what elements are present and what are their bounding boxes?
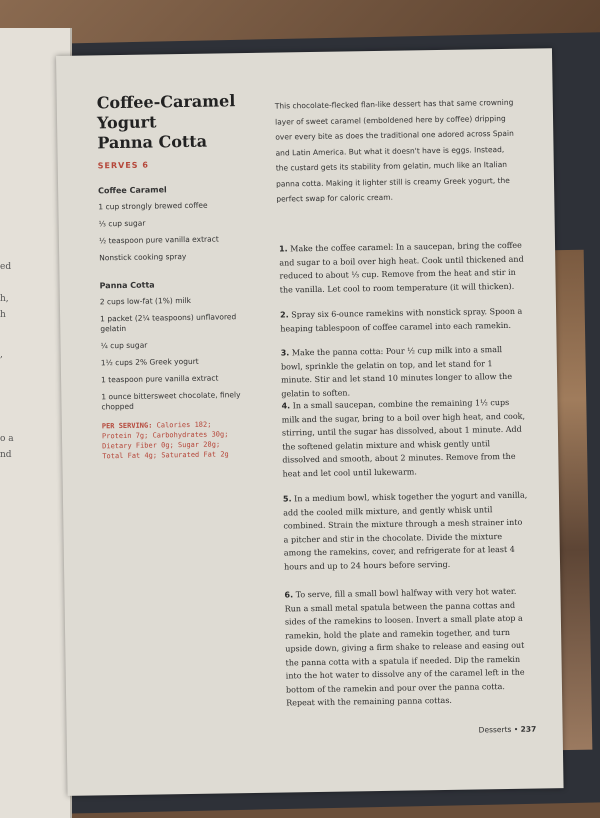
nutrition-calories: Calories 182;: [156, 420, 212, 430]
ingredient-item: 2 cups low-fat (1%) milk: [99, 295, 192, 307]
nutrition-line: Total Fat 4g; Saturated Fat 2g: [102, 450, 229, 461]
page-footer: [479, 725, 537, 735]
step-number: 2.: [280, 310, 289, 320]
step-text: In a small saucepan, combine the remaining 1½ cups milk and the sugar, bring to a boil over high heat, and cook, stirring, until the sugar has dissolved, about 1 minute. Add the softened gelatin mixture and whisk gently until dissolved and smooth, about 2 minutes. Remove from the heat and let cool until lukewarm.: [281, 397, 526, 478]
step-text: Make the coffee caramel: In a saucepan, bring the coffee and sugar to a boil over high heat. Cook until thickened and reduced to about ⅓ cup. Remove from the heat and stir in the vanilla. Let cool to room temperature (it will thicken).: [279, 240, 524, 295]
ingredient-item: ½ teaspoon pure vanilla extract: [98, 234, 219, 246]
recipe-title: [97, 91, 268, 154]
step-4: [281, 396, 527, 481]
step-3: [281, 343, 527, 401]
step-number: 6.: [284, 590, 294, 600]
left-page-fragment: ,: [0, 350, 3, 360]
step-text: Spray six 6-ounce ramekins with nonstick spray. Spoon a heaping tablespoon of coffee caramel into each ramekin.: [280, 306, 523, 334]
page-number: 237: [520, 724, 537, 734]
step-text: Make the panna cotta: Pour ½ cup milk into a small bowl, sprinkle the gelatin on top, and let stand for 1 minute. Stir and let stand 10 minutes longer to allow the gelatin to soften.: [280, 345, 513, 399]
ingredient-item: 1½ cups 2% Greek yogurt: [100, 356, 199, 368]
step-2: [280, 305, 525, 336]
step-text: In a medium bowl, whisk together the yogurt and vanilla, add the cooled milk mixture, and gently whisk until combined. Strain the mixture through a mesh strainer into a pitcher and stir in the chocolate. Divide the mixture among the ramekins, cover, and refrigerate for at least 4 hours and up to 24 hours before serving.: [283, 490, 528, 571]
recipe-page: [56, 48, 564, 796]
step-number: 5.: [282, 494, 292, 504]
step-5: [283, 489, 529, 574]
serves-label: SERVES 6: [97, 160, 149, 171]
ingredient-item: 1 packet (2¼ teaspoons) unflavored gelatin: [100, 312, 237, 334]
left-page-fragment: ed: [0, 262, 12, 272]
footer-separator: •: [513, 724, 519, 734]
ingredient-item: Nonstick cooking spray: [99, 251, 187, 263]
step-1: [279, 239, 525, 297]
title-line: Panna Cotta: [97, 131, 208, 153]
step-number: 4.: [281, 401, 291, 411]
left-page-fragment: h,: [0, 294, 9, 304]
nutrition-line: Protein 7g; Carbohydrates 30g;: [101, 430, 229, 441]
left-page-fragment: o a: [0, 434, 14, 444]
section-name: Desserts: [478, 724, 512, 735]
ingredient-item: 1 teaspoon pure vanilla extract: [101, 373, 219, 385]
step-6: [284, 585, 531, 710]
ingredient-item: ⅓ cup sugar: [98, 218, 146, 229]
left-page-fragment: h: [0, 310, 6, 320]
step-text: To serve, fill a small bowl halfway with very hot water. Run a small metal spatula between the panna cottas and sides of the ramekins to loosen. Invert a small plate atop a ramekin, hold the plate and ramekin together, and turn upside down, giving a firm shake to release and easing out the panna cotta with a spatula if needed. Dip the ramekin into the hot water to dissolve any of the caramel left in the bottom of the ramekin and pour over the panna cotta. Repeat with the remaining panna cottas.: [284, 586, 525, 708]
title-line: Yogurt: [96, 112, 157, 133]
coffee-caramel-heading: Coffee Caramel: [98, 185, 167, 196]
ingredient-item: 1 cup strongly brewed coffee: [98, 200, 208, 212]
ingredient-item: ¼ cup sugar: [100, 340, 148, 351]
nutrition-label: PER SERVING:: [101, 421, 153, 431]
title-line: Coffee-Caramel: [96, 91, 236, 113]
step-number: 3.: [280, 348, 290, 358]
recipe-intro: This chocolate-flecked flan-like dessert has that same crowning layer of sweet caramel (emboldened here by coffee) dripping over every bite as does the traditional one adored across Spain and Latin America. But what it doesn't have is eggs. Instead, the custard gets its stability from gelatin, much like an Italian panna cotta. Making it lighter still is creamy Greek yogurt, the perfect swap for caloric cream.: [274, 97, 514, 204]
left-page-fragment: nd: [0, 450, 12, 460]
nutrition-info: [102, 418, 283, 461]
ingredient-item: 1 ounce bittersweet chocolate, finely chopped: [101, 390, 241, 412]
panna-cotta-heading: Panna Cotta: [99, 280, 155, 291]
nutrition-line: Dietary Fiber 0g; Sugar 28g;: [102, 440, 221, 451]
step-number: 1.: [278, 244, 288, 254]
